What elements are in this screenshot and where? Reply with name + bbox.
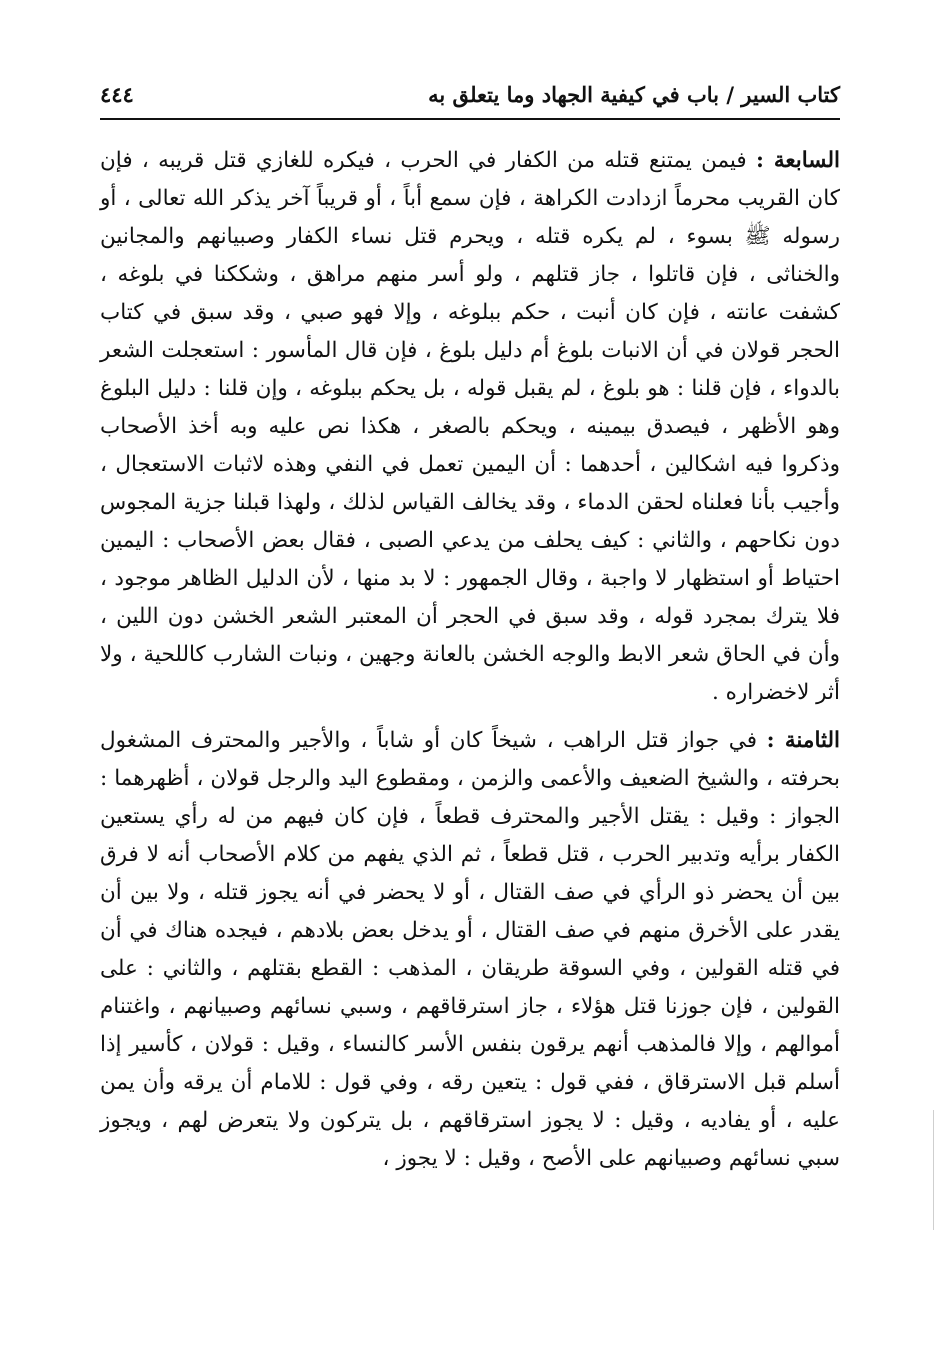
paragraph-eighth bbox=[100, 722, 840, 1178]
paragraph-text: في جواز قتل الراهب ، شيخاً كان أو شاباً ، والأجير والمحترف المشغول بحرفته ، والشيخ الضعيف والأعمى والزمن ، ومقطوع اليد والرجل قولان ، أظهرهما : الجواز : وقيل : يقتل الأجير والمحترف قطعاً ، فإن كان فيهم من له رأي يستعين الكفار برأيه وتدبير الحرب ، قتل قطعاً ، ثم الذي يفهم من كلام الأصحاب أنه لا فرق بين أن يحضر ذو الرأي في صف القتال ، أو لا يحضر في أنه يجوز قتله ، ولا بين أن يقدر على الأخرق منهم في صف القتال ، أو يدخل بعض بلادهم ، فيجده هناك في أن في قتله القولين ، وفي السوقة طريقان ، المذهب : القطع بقتلهم ، والثاني : على القولين ، فإن جوزنا قتل هؤلاء ، جاز استرقاقهم ، وسبي نسائهم وصبيانهم ، واغتنام أموالهم ، وإلا فالمذهب أنهم يرقون بنفس الأسر كالنساء ، وقيل : قولان ، كأسير إذا أسلم قبل الاسترقاق ، ففي قول : يتعين رقه ، وفي قول : للامام أن يرقه وأن يمن عليه ، أو يفاديه ، وقيل : لا يجوز استرقاقهم ، بل يتركون ولا يتعرض لهم ، ويجوز سبي نسائهم وصبيانهم على الأصح ، وقيل : لا يجوز ، bbox=[100, 728, 840, 1171]
page-number: ٤٤٤ bbox=[100, 81, 134, 107]
scan-margin-line bbox=[933, 1110, 934, 1230]
paragraph-heading: الثامنة : bbox=[766, 728, 841, 753]
running-header bbox=[100, 76, 840, 112]
header-rule bbox=[100, 118, 840, 120]
paragraph-seventh bbox=[100, 142, 840, 712]
running-title: كتاب السير / باب في كيفية الجهاد وما يتعلق به bbox=[428, 81, 840, 107]
paragraph-text: فيمن يمتنع قتله من الكفار في الحرب ، فيكره للغازي قتل قريبه ، فإن كان القريب محرماً ازدادت الكراهة ، فإن سمع أباً ، أو قريباً آخر يذكر الله تعالى ، أو رسوله ﷺ بسوء ، لم يكره قتله ، ويحرم قتل نساء الكفار وصبيانهم والمجانين والخناثى ، فإن قاتلوا ، جاز قتلهم ، ولو أسر منهم مراهق ، وشككنا في بلوغه ، كشفت عانته ، فإن كان أنبت ، حكم ببلوغه ، وإلا فهو صبي ، وقد سبق في كتاب الحجر قولان في أن الانبات بلوغ أم دليل بلوغ ، فإن قال المأسور : استعجلت الشعر بالدواء ، فإن قلنا : هو بلوغ ، لم يقبل قوله ، بل يحكم ببلوغه ، وإن قلنا : دليل البلوغ وهو الأظهر ، فيصدق بيمينه ، ويحكم بالصغر ، هكذا نص عليه وبه أخذ الأصحاب وذكروا فيه اشكالين ، أحدهما : أن اليمين تعمل في النفي وهذه لاثبات الاستعجال ، وأجيب بأنا فعلناه لحقن الدماء ، وقد يخالف القياس لذلك ، ولهذا قبلنا جزية المجوس دون نكاحهم ، والثاني : كيف يحلف من يدعي الصبى ، فقال بعض الأصحاب : اليمين احتياط أو استظهار لا واجبة ، وقال الجمهور : لا بد منها ، لأن الدليل الظاهر موجود ، فلا يترك بمجرد قوله ، وقد سبق في الحجر أن المعتبر الشعر الخشن دون اللين ، وأن في الحاق شعر الابط والوجه الخشن بالعانة وجهين ، ونبات الشارب كاللحية ، ولا أثر لاخضراره . bbox=[100, 148, 840, 705]
paragraph-heading: السابعة : bbox=[755, 148, 841, 173]
page-body bbox=[100, 142, 840, 1178]
